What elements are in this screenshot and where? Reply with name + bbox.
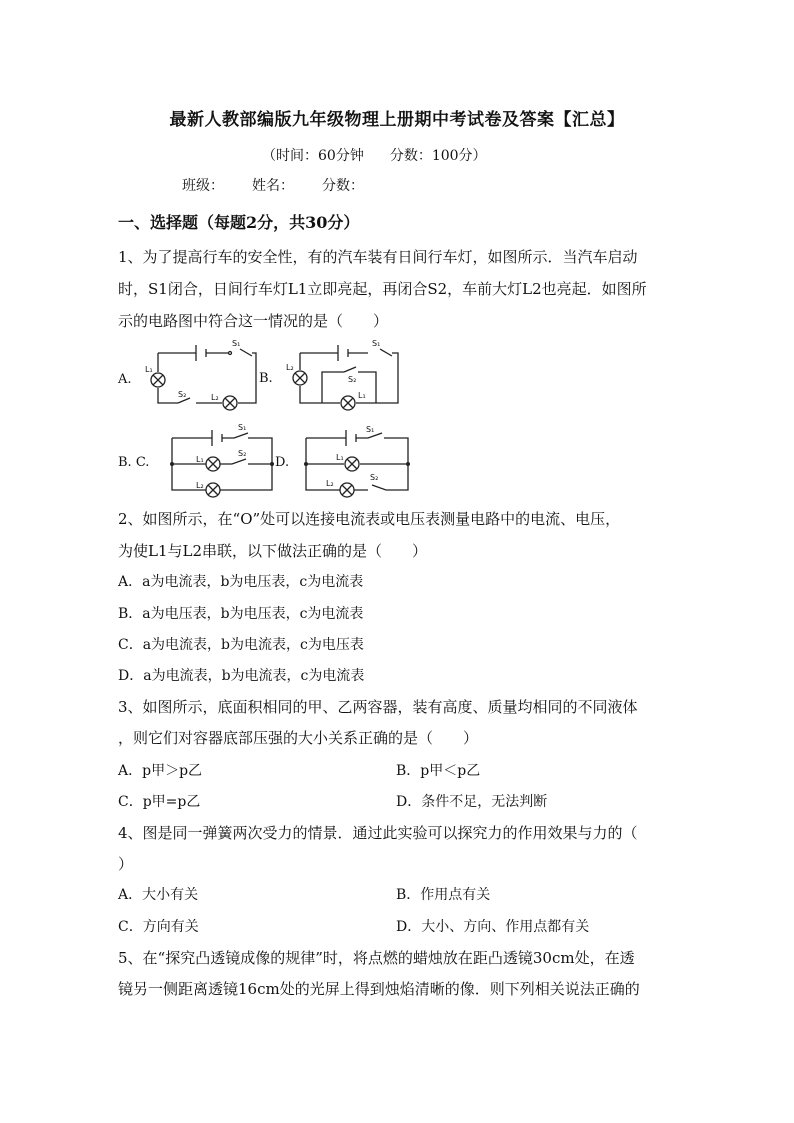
points-label: 分数： — [322, 178, 364, 194]
name-label: 姓名： — [252, 178, 294, 194]
label-s1: S₁ — [366, 425, 375, 434]
label-l1: L₁ — [196, 455, 204, 464]
circuit-d — [304, 425, 410, 497]
circuit-a — [145, 339, 256, 410]
question-1-line-2: 时，S1闭合，日间行车灯L1立即亮起，再闭合S2，车前大灯L2也亮起．如图所 — [118, 280, 647, 298]
label-s1: S₁ — [238, 423, 247, 432]
section-title: 一、选择题（每题2分，共30分） — [118, 213, 360, 232]
question-1-line-1: 1、为了提高行车的安全性，有的汽车装有日间行车灯，如图所示．当汽车启动 — [118, 248, 638, 266]
q2-option-b: B．a为电压表，b为电压表，c为电流表 — [118, 606, 364, 622]
q3-option-c: C．p甲=p乙 — [118, 794, 201, 810]
class-label: 班级： — [182, 178, 224, 194]
q3-option-b: B．p甲＜p乙 — [396, 763, 481, 779]
q4-option-a: A．大小有关 — [118, 887, 199, 903]
label-l1: L₁ — [358, 391, 366, 400]
label-l2: L₂ — [196, 481, 204, 490]
label-s1: S₁ — [372, 339, 381, 348]
option-a-label: A. — [118, 372, 132, 387]
score-text: 分数：100分） — [389, 148, 487, 164]
label-l2: L₂ — [286, 363, 294, 372]
label-s1: S₁ — [232, 339, 241, 348]
q4-option-d: D．大小、方向、作用点都有关 — [396, 919, 590, 935]
label-s2: S₂ — [348, 375, 357, 384]
option-b-label: B. — [259, 371, 273, 386]
label-s2: S₂ — [178, 390, 187, 399]
question-2-line-1: 2、如图所示，在“O”处可以连接电流表或电压表测量电路中的电流、电压， — [118, 510, 621, 528]
option-d-label: D. — [275, 455, 290, 470]
page-title: 最新人教部编版九年级物理上册期中考试卷及答案【汇总】 — [169, 110, 625, 130]
label-s2: S₂ — [238, 449, 247, 458]
q2-option-c: C．a为电流表，b为电流表，c为电压表 — [118, 637, 364, 653]
label-l1: L₁ — [145, 365, 153, 374]
label-s2: S₂ — [370, 473, 379, 482]
question-1-line-3: 示的电路图中符合这一情况的是（ ） — [118, 312, 389, 330]
circuit-c — [170, 423, 274, 497]
option-bc-label: B. C. — [118, 455, 150, 470]
question-5-line-1: 5、在“探究凸透镜成像的规律”时，将点燃的蜡烛放在距凸透镜30cm处，在透 — [118, 949, 635, 967]
question-2-line-2: 为使L1与L2串联，以下做法正确的是（ ） — [118, 542, 428, 560]
label-l1: L₁ — [336, 453, 344, 462]
q2-option-a: A．a为电流表，b为电压表，c为电流表 — [118, 574, 364, 590]
q3-option-d: D．条件不足，无法判断 — [396, 794, 548, 810]
question-3-line-1: 3、如图所示，底面积相同的甲、乙两容器，装有高度、质量均相同的不同液体 — [118, 698, 638, 716]
q2-option-d: D．a为电流表，b为电流表，c为电流表 — [118, 668, 365, 684]
label-l2: L₂ — [211, 393, 219, 402]
label-l2: L₂ — [326, 479, 334, 488]
question-3-line-2: ，则它们对容器底部压强的大小关系正确的是（ ） — [118, 729, 479, 747]
circuit-b — [286, 339, 398, 410]
question-4-line-1: 4、图是同一弹簧两次受力的情景．通过此实验可以探究力的作用效果与力的（ — [118, 824, 638, 842]
q4-option-c: C．方向有关 — [118, 919, 199, 935]
question-5-line-2: 镜另一侧距离透镜16cm处的光屏上得到烛焰清晰的像．则下列相关说法正确的 — [118, 980, 640, 998]
q3-option-a: A．p甲＞p乙 — [118, 763, 203, 779]
question-4-line-2: ） — [118, 855, 134, 873]
time-text: （时间：60分钟 — [262, 148, 364, 164]
q4-option-b: B．作用点有关 — [396, 887, 491, 903]
